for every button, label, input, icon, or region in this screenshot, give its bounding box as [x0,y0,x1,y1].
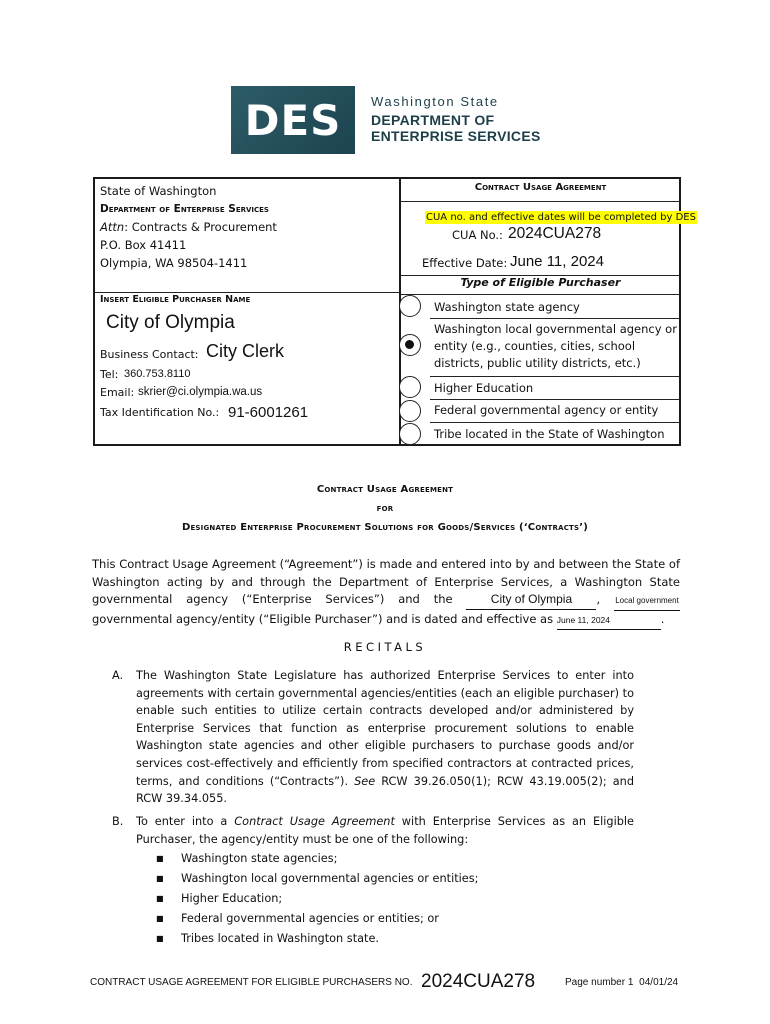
recital-b [136,813,634,848]
address-line-state: State of Washington [100,184,217,198]
address-line-dept: Department of Enterprise Services [100,203,269,215]
doc-title-line1: Contract Usage Agreement [316,484,454,495]
radio-local-government[interactable] [399,334,421,356]
type-heading-bottom [400,294,681,295]
intro-text-1: This Contract Usage Agreement (“Agreement”) is made and entered into by and between the State of Washington acting by and through the Department of Enterprise Services, a Washington State governmental agency (“Enterprise Services”) and the [92,557,680,606]
effective-date-value[interactable]: June 11, 2024 [510,253,604,270]
left-row-divider [93,292,400,293]
intro-text-3: governmental agency/entity (“Eligible Purchaser”) and is dated and effective as [92,611,557,626]
option-tribe: Tribe located in the State of Washington [434,427,665,441]
recital-a-see: See [354,774,376,788]
list-item: ■ Tribes located in Washington state. [156,929,478,949]
intro-paragraph [92,556,680,630]
recital-a-text: The Washington State Legislature has authorized Enterprise Services to enter into agreements with certain governmental agencies/entities (each an eligible purchaser) to enable such entities to utilize certain contracts developed and/or administered by Enterprise Services that function as enterprise procurement solutions to enable Washington state agencies and other eligible purchasers to purchase goods and/or services cost-effectively and efficiently from specified contractors at contracted prices, terms, and conditions (“Contracts”). [136,669,634,788]
intro-text-2: , [596,592,614,606]
recital-b-text-2: with Enterprise Services as an Eligible Purchaser, the agency/entity must be one of the following: [136,815,634,846]
option-state-agency: Washington state agency [434,300,580,314]
intro-fill-date[interactable]: June 11, 2024 [557,612,661,631]
cua-no-label: CUA No.: [452,228,503,242]
address-line-pobox: P.O. Box 41411 [100,238,187,252]
email-label: Email: [100,386,135,399]
radio-state-agency[interactable] [399,295,421,317]
list-item: ■ Higher Education; [156,889,478,909]
logo-state-text: Washington State [371,94,499,109]
tax-id-value[interactable]: 91-6001261 [228,404,309,421]
eligible-list [156,849,478,949]
cua-no-value[interactable]: 2024CUA278 [508,225,602,242]
recital-a [136,667,634,808]
footer-title: CONTRACT USAGE AGREEMENT FOR ELIGIBLE PURCHASERS NO. [90,977,413,988]
cua-note-text: CUA no. and effective dates will be completed by DES [426,212,696,223]
list-item: ■ Washington local governmental agencies or entities; [156,869,478,889]
footer-page [565,977,678,988]
radio-tribe[interactable] [399,423,421,445]
address-block [100,182,395,272]
tax-id-label: Tax Identification No.: [100,406,220,419]
intro-fill-type[interactable]: Local government [614,592,680,611]
radio-higher-education[interactable] [399,376,421,398]
recital-a-letter: A. [112,669,124,682]
business-contact-label: Business Contact: [100,348,199,361]
cua-heading-divider [400,201,681,202]
doc-title-line3: Designated Enterprise Procurement Solutions for Goods/Services (‘Contracts’) [181,522,589,533]
tel-value[interactable]: 360.753.8110 [124,368,191,380]
option-higher-education: Higher Education [434,381,534,395]
attn-value: : Contracts & Procurement [124,220,277,234]
radio-federal-agency[interactable] [399,400,421,422]
purchaser-name-label: Insert Eligible Purchaser Name [100,294,251,305]
cua-note [425,205,697,224]
address-line-attn [100,218,395,236]
logo-department-text [371,112,541,144]
footer-date: 04/01/24 [639,977,679,988]
footer-number: 2024CUA278 [421,971,536,992]
logo-dept-line2: ENTERPRISE SERVICES [371,128,541,144]
purchaser-type-heading: Type of Eligible Purchaser [460,276,621,289]
attn-label: Attn [100,220,125,234]
recitals-heading: RECITALS [343,640,427,654]
tel-label: Tel: [100,368,119,381]
cua-heading: Contract Usage Agreement [474,182,607,193]
intro-text-4: . [660,611,665,626]
email-value[interactable]: skrier@ci.olympia.wa.us [138,386,263,398]
business-contact-value[interactable]: City Clerk [206,341,285,361]
option-federal-agency: Federal governmental agency or entity [434,403,659,417]
effective-date-label: Effective Date: [422,256,508,270]
type-row-divider-2 [430,376,681,377]
type-row-divider-4 [430,422,681,423]
logo-mark-text: DES [244,95,342,145]
des-logo-mark [231,86,355,154]
recital-b-text-1: To enter into a [136,815,235,828]
intro-fill-name[interactable]: City of Olympia [466,591,596,610]
logo-dept-line1: DEPARTMENT OF [371,112,495,128]
type-row-divider-1 [430,318,681,319]
footer-page-number: Page number 1 [565,977,634,988]
option-local-government: Washington local governmental agency or entity (e.g., counties, cities, school districts, public utility districts, etc.) [434,322,677,370]
list-item: ■ Washington state agencies; [156,849,478,869]
doc-title-line2: for [376,503,394,514]
list-item: ■ Federal governmental agencies or entities; or [156,909,478,929]
recital-b-italic: Contract Usage Agreement [234,815,395,828]
recital-b-letter: B. [112,815,124,828]
purchaser-name-value[interactable]: City of Olympia [106,312,235,333]
recital-a-refs: RCW 39.26.050(1); RCW 43.19.005(2); and RCW 39.34.055. [136,774,634,806]
type-row-divider-3 [430,399,681,400]
address-line-city: Olympia, WA 98504-1411 [100,256,248,270]
